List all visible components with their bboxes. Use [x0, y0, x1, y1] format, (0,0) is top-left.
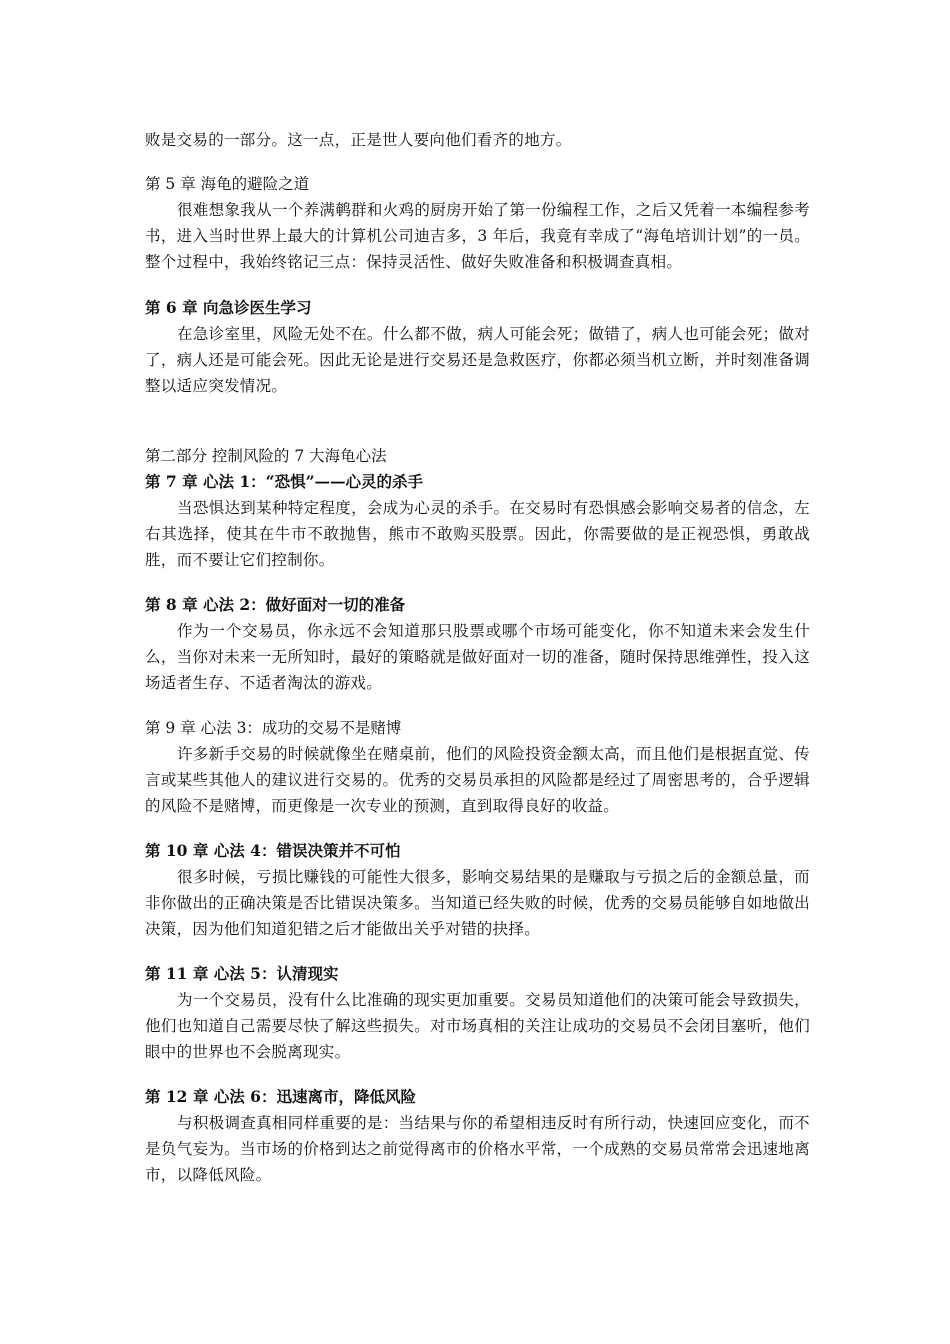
chapter-10-body: 很多时候，亏损比赚钱的可能性大很多，影响交易结果的是赚取与亏损之后的金额总量，而非你做出的正确决策是否比错误决策多。当知道已经失败的时候，优秀的交易员能够自如地做出决策，因为他们知道犯错之后才能做出关乎对错的抉择。 — [145, 868, 810, 938]
chapter-10-title: 第 10 章 心法 4：错误决策并不可怕 — [145, 841, 401, 860]
intro-line: 败是交易的一部分。这一点，正是世人要向他们看齐的地方。 — [145, 131, 572, 149]
chapter-8-title: 第 8 章 心法 2：做好面对一切的准备 — [145, 595, 406, 614]
chapter-7-title: 第 7 章 心法 1：“恐惧”——心灵的杀手 — [145, 472, 423, 491]
chapter-11-body: 为一个交易员，没有什么比准确的现实更加重要。交易员知道他们的决策可能会导致损失，他们也知道自己需要尽快了解这些损失。对市场真相的关注让成功的交易员不会闭目塞听，他们眼中的世界也不会脱离现实。 — [145, 991, 810, 1061]
chapter-9-body: 许多新手交易的时候就像坐在赌桌前，他们的风险投资金额太高，而且他们是根据直觉、传言或某些其他人的建议进行交易的。优秀的交易员承担的风险都是经过了周密思考的，合乎逻辑的风险不是赌博，而更像是一次专业的预测，直到取得良好的收益。 — [145, 745, 810, 815]
chapter-8-body: 作为一个交易员，你永远不会知道那只股票或哪个市场可能变化，你不知道未来会发生什么，当你对未来一无所知时，最好的策略就是做好面对一切的准备，随时保持思维弹性，投入这场适者生存、不适者淘汰的游戏。 — [145, 622, 810, 692]
spacer — [145, 1065, 810, 1084]
chapter-6-title: 第 6 章 向急诊医生学习 — [145, 298, 312, 317]
spacer — [145, 819, 810, 838]
spacer — [145, 399, 810, 443]
chapter-5-body: 很难想象我从一个养满鹌群和火鸡的厨房开始了第一份编程工作，之后又凭着一本编程参考书，进入当时世界上最大的计算机公司迪吉多，3 年后，我竟有幸成了“海龟培训计划”的一员。整个过程中，我始终铭记三点：保持灵活性、做好失败准备和积极调查真相。 — [145, 201, 810, 271]
part-2-title: 第二部分 控制风险的 7 大海龟心法 — [145, 447, 387, 465]
chapter-7-body: 当恐惧达到某种特定程度，会成为心灵的杀手。在交易时有恐惧感会影响交易者的信念，左右其选择，使其在牛市不敢抛售，熊市不敢购买股票。因此，你需要做的是正视恐惧，勇敢战胜，而不要让它们控制你。 — [145, 499, 810, 569]
chapter-6-body: 在急诊室里，风险无处不在。什么都不做，病人可能会死；做错了，病人也可能会死；做对了，病人还是可能会死。因此无论是进行交易还是急救医疗，你都必须当机立断，并时刻准备调整以适应突发情况。 — [145, 325, 810, 395]
spacer — [145, 942, 810, 961]
spacer — [145, 696, 810, 715]
chapter-12-title: 第 12 章 心法 6：迅速离市，降低风险 — [145, 1087, 416, 1106]
chapter-9-title: 第 9 章 心法 3：成功的交易不是赌博 — [145, 719, 402, 737]
document-page — [145, 127, 810, 1188]
chapter-12-body: 与积极调查真相同样重要的是：当结果与你的希望相违反时有所行动，快速回应变化，而不是负气妄为。当市场的价格到达之前觉得离市的价格水平常，一个成熟的交易员常常会迅速地离市，以降低风险。 — [145, 1114, 810, 1184]
spacer — [145, 275, 810, 295]
spacer — [145, 573, 810, 592]
chapter-11-title: 第 11 章 心法 5：认清现实 — [145, 964, 339, 983]
spacer — [145, 153, 810, 171]
chapter-5-title: 第 5 章 海龟的避险之道 — [145, 175, 310, 193]
